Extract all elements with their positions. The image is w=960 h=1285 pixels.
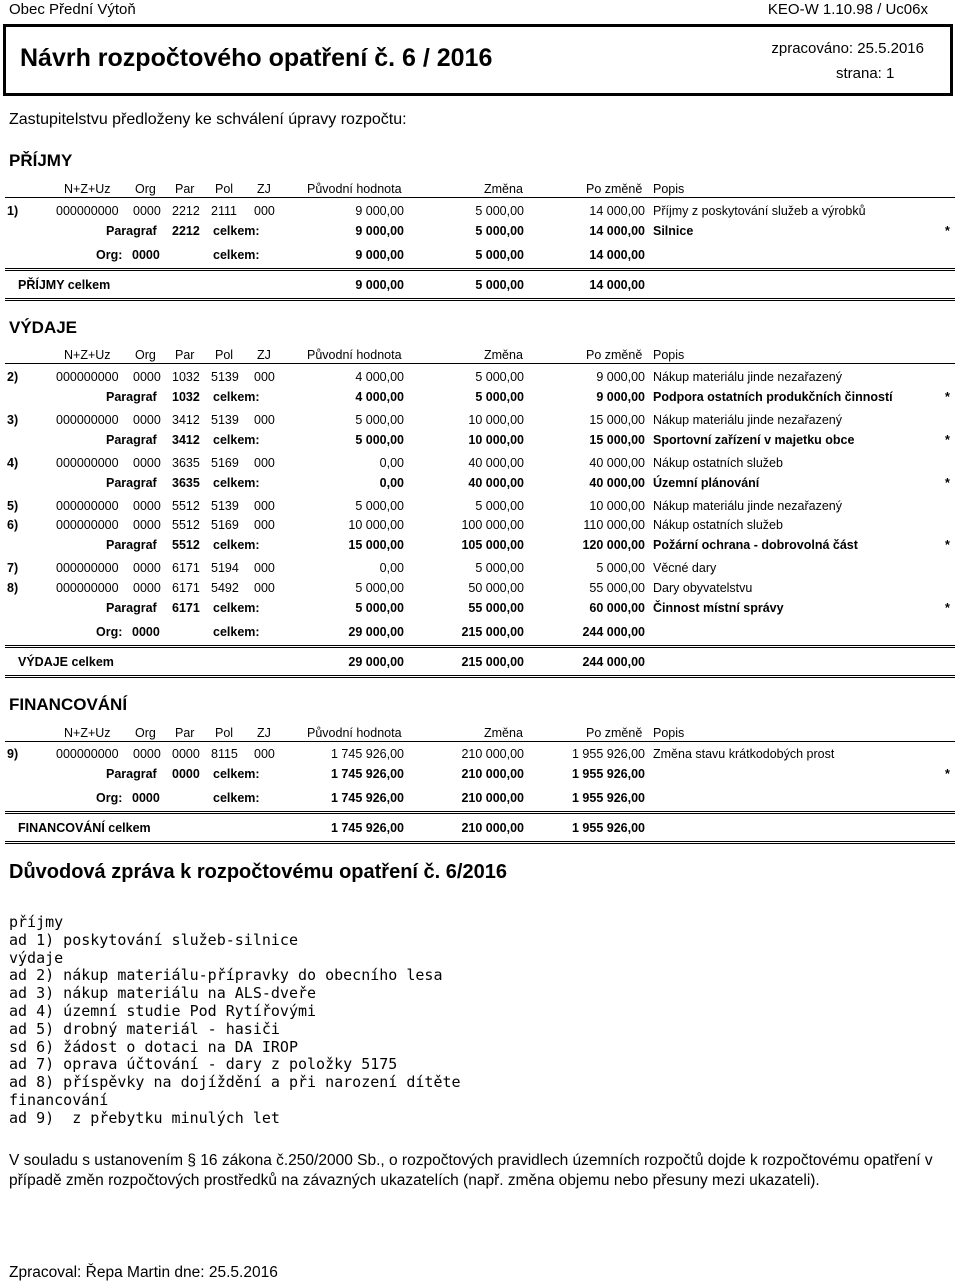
paragraph-after: 15 000,00 xyxy=(589,433,645,447)
org-label: Org: xyxy=(96,625,123,639)
section-rule xyxy=(5,811,955,814)
row-after: 15 000,00 xyxy=(589,413,645,427)
row-zj: 000 xyxy=(254,499,275,513)
report-line: ad 3) nákup materiálu na ALS-dveře xyxy=(9,984,317,1003)
row-org: 0000 xyxy=(133,561,161,575)
row-number: 1) xyxy=(7,204,19,218)
col-header-nzu: N+Z+Uz xyxy=(64,348,111,362)
row-zj: 000 xyxy=(254,456,275,470)
paragraph-original: 9 000,00 xyxy=(355,224,404,238)
income-total-label: PŘÍJMY celkem xyxy=(18,278,111,292)
row-description: Nákup materiálu jinde nezařazený xyxy=(653,370,842,384)
prepared-by: Zpracoval: Řepa Martin dne: 25.5.2016 xyxy=(9,1264,278,1281)
row-org: 0000 xyxy=(133,413,161,427)
paragraph-total-label: celkem: xyxy=(213,601,260,615)
org-total-label: celkem: xyxy=(213,248,260,262)
row-org: 0000 xyxy=(133,456,161,470)
paragraph-original: 1 745 926,00 xyxy=(331,767,404,781)
col-header-change: Změna xyxy=(484,348,523,362)
row-pol: 5169 xyxy=(211,518,239,532)
expenses-total-label: VÝDAJE celkem xyxy=(18,655,114,669)
row-number: 3) xyxy=(7,413,19,427)
paragraph-star: * xyxy=(945,224,950,238)
col-header-par: Par xyxy=(175,726,195,740)
paragraph-total-label: celkem: xyxy=(213,224,260,238)
row-number: 8) xyxy=(7,581,19,595)
paragraph-label: Paragraf xyxy=(106,224,157,238)
paragraph-label: Paragraf xyxy=(106,476,157,490)
paragraph-star: * xyxy=(945,767,950,781)
report-line: ad 4) územní studie Pod Rytířovými xyxy=(9,1001,317,1020)
financing-total-label: FINANCOVÁNÍ celkem xyxy=(18,821,151,835)
paragraph-star: * xyxy=(945,476,950,490)
col-header-after: Po změně xyxy=(586,348,643,362)
org-change: 210 000,00 xyxy=(461,791,524,805)
col-header-par: Par xyxy=(175,348,195,362)
row-nzu: 000000000 xyxy=(56,204,119,218)
processed-date-line xyxy=(771,40,924,57)
intro-text: Zastupitelstvu předloženy ke schválení úpravy rozpočtu: xyxy=(9,111,407,128)
municipality-name: Obec Přední Výtoň xyxy=(9,1,136,18)
section-title-financing: FINANCOVÁNÍ xyxy=(9,695,128,714)
row-zj: 000 xyxy=(254,518,275,532)
paragraph-total-label: celkem: xyxy=(213,390,260,404)
row-pol: 5194 xyxy=(211,561,239,575)
paragraph-star: * xyxy=(945,390,950,404)
row-number: 2) xyxy=(7,370,19,384)
paragraph-description: Podpora ostatních produkčních činností xyxy=(653,390,893,404)
paragraph-original: 4 000,00 xyxy=(355,390,404,404)
paragraph-original: 0,00 xyxy=(379,476,404,490)
header-rule xyxy=(5,363,955,364)
paragraph-code: 5512 xyxy=(172,538,200,552)
section-title-expenses: VÝDAJE xyxy=(9,318,78,337)
report-line: financování xyxy=(9,1090,109,1109)
row-change: 100 000,00 xyxy=(461,518,524,532)
page-number-line xyxy=(836,65,924,82)
report-line: ad 7) oprava účtování - dary z položky 5175 xyxy=(9,1055,398,1074)
row-description: Nákup materiálu jinde nezařazený xyxy=(653,413,842,427)
header-rule xyxy=(5,741,955,742)
org-original: 9 000,00 xyxy=(355,248,404,262)
row-pol: 5139 xyxy=(211,413,239,427)
paragraph-label: Paragraf xyxy=(106,433,157,447)
expenses-total-after: 244 000,00 xyxy=(582,655,645,669)
paragraph-after: 14 000,00 xyxy=(589,224,645,238)
row-original: 5 000,00 xyxy=(355,499,404,513)
row-par: 2212 xyxy=(172,204,200,218)
col-header-description: Popis xyxy=(653,726,685,740)
row-change: 5 000,00 xyxy=(475,204,524,218)
row-description: Nákup materiálu jinde nezařazený xyxy=(653,499,842,513)
row-nzu: 000000000 xyxy=(56,561,119,575)
paragraph-label: Paragraf xyxy=(106,767,157,781)
financing-total-after: 1 955 926,00 xyxy=(572,821,645,835)
org-original: 29 000,00 xyxy=(348,625,404,639)
paragraph-change: 210 000,00 xyxy=(461,767,524,781)
paragraph-after: 1 955 926,00 xyxy=(572,767,645,781)
row-change: 5 000,00 xyxy=(475,561,524,575)
org-label: Org: xyxy=(96,791,123,805)
paragraph-code: 0000 xyxy=(172,767,200,781)
paragraph-change: 40 000,00 xyxy=(468,476,524,490)
processed-label: zpracováno: xyxy=(771,40,854,57)
legal-text: V souladu s ustanovením § 16 zákona č.250/2000 Sb., o rozpočtových pravidlech územních rozpočtů dojde k rozpočtovému opatření v případě změn rozpočtových prostředků na závazných ukazatelích (např. změna objemu nebo přesuny mezi ukazateli). xyxy=(9,1152,933,1189)
row-after: 40 000,00 xyxy=(589,456,645,470)
report-title: Důvodová zpráva k rozpočtovému opatření č. 6/2016 xyxy=(9,861,507,883)
row-original: 9 000,00 xyxy=(355,204,404,218)
paragraph-label: Paragraf xyxy=(106,601,157,615)
row-original: 4 000,00 xyxy=(355,370,404,384)
financing-total-change: 210 000,00 xyxy=(461,821,524,835)
row-number: 9) xyxy=(7,747,19,761)
report-line: ad 9) z přebytku minulých let xyxy=(9,1108,280,1127)
row-after: 5 000,00 xyxy=(596,561,645,575)
row-number: 6) xyxy=(7,518,19,532)
paragraph-change: 10 000,00 xyxy=(468,433,524,447)
row-org: 0000 xyxy=(133,370,161,384)
report-line: výdaje xyxy=(9,948,64,967)
col-header-zj: ZJ xyxy=(257,348,271,362)
org-after: 14 000,00 xyxy=(589,248,645,262)
paragraph-star: * xyxy=(945,601,950,615)
row-pol: 2111 xyxy=(211,204,237,218)
row-par: 3412 xyxy=(172,413,200,427)
paragraph-change: 105 000,00 xyxy=(461,538,524,552)
row-zj: 000 xyxy=(254,204,275,218)
paragraph-label: Paragraf xyxy=(106,538,157,552)
paragraph-code: 3412 xyxy=(172,433,200,447)
paragraph-after: 60 000,00 xyxy=(589,601,645,615)
row-par: 3635 xyxy=(172,456,200,470)
row-original: 0,00 xyxy=(379,456,404,470)
paragraph-total-label: celkem: xyxy=(213,476,260,490)
org-code: 0000 xyxy=(132,791,160,805)
col-header-after: Po změně xyxy=(586,726,643,740)
col-header-zj: ZJ xyxy=(257,726,271,740)
row-zj: 000 xyxy=(254,581,275,595)
col-header-original: Původní hodnota xyxy=(307,182,402,196)
row-number: 5) xyxy=(7,499,19,513)
income-total-after: 14 000,00 xyxy=(589,278,645,292)
col-header-nzu: N+Z+Uz xyxy=(64,726,111,740)
row-zj: 000 xyxy=(254,370,275,384)
org-original: 1 745 926,00 xyxy=(331,791,404,805)
col-header-pol: Pol xyxy=(215,348,234,362)
page-label: strana: xyxy=(835,65,882,82)
row-original: 0,00 xyxy=(379,561,404,575)
section-rule xyxy=(5,298,955,301)
col-header-after: Po změně xyxy=(586,182,643,196)
row-pol: 5492 xyxy=(211,581,239,595)
org-total-label: celkem: xyxy=(213,625,260,639)
section-rule xyxy=(5,675,955,678)
col-header-description: Popis xyxy=(653,348,685,362)
report-lines xyxy=(9,914,461,1128)
section-rule xyxy=(5,645,955,648)
row-org: 0000 xyxy=(133,499,161,513)
paragraph-code: 3635 xyxy=(172,476,200,490)
row-par: 1032 xyxy=(172,370,200,384)
processed-date: 25.5.2016 xyxy=(857,40,924,57)
row-nzu: 000000000 xyxy=(56,499,119,513)
col-header-org: Org xyxy=(135,726,156,740)
col-header-change: Změna xyxy=(484,726,523,740)
row-description: Příjmy z poskytování služeb a výrobků xyxy=(653,204,866,218)
paragraph-total-label: celkem: xyxy=(213,767,260,781)
row-original: 5 000,00 xyxy=(355,581,404,595)
row-org: 0000 xyxy=(133,518,161,532)
section-rule xyxy=(5,268,955,271)
org-code: 0000 xyxy=(132,625,160,639)
row-nzu: 000000000 xyxy=(56,747,119,761)
row-org: 0000 xyxy=(133,747,161,761)
paragraph-total-label: celkem: xyxy=(213,538,260,552)
header-rule xyxy=(5,197,955,198)
page-number: 1 xyxy=(886,65,895,82)
paragraph-original: 5 000,00 xyxy=(355,433,404,447)
col-header-org: Org xyxy=(135,348,156,362)
expenses-total-original: 29 000,00 xyxy=(348,655,404,669)
row-change: 50 000,00 xyxy=(468,581,524,595)
row-nzu: 000000000 xyxy=(56,456,119,470)
row-change: 10 000,00 xyxy=(468,413,524,427)
row-zj: 000 xyxy=(254,413,275,427)
org-change: 215 000,00 xyxy=(461,625,524,639)
report-line: ad 5) drobný materiál - hasiči xyxy=(9,1019,280,1038)
row-after: 110 000,00 xyxy=(583,518,645,532)
col-header-zj: ZJ xyxy=(257,182,271,196)
page-title: Návrh rozpočtového opatření č. 6 / 2016 xyxy=(20,44,493,72)
row-zj: 000 xyxy=(254,561,275,575)
paragraph-change: 5 000,00 xyxy=(475,390,524,404)
col-header-org: Org xyxy=(135,182,156,196)
row-pol: 8115 xyxy=(211,747,238,761)
org-change: 5 000,00 xyxy=(475,248,524,262)
report-line: ad 1) poskytování služeb-silnice xyxy=(9,930,298,949)
row-nzu: 000000000 xyxy=(56,581,119,595)
row-description: Nákup ostatních služeb xyxy=(653,456,783,470)
row-after: 55 000,00 xyxy=(589,581,645,595)
report-line: sd 6) žádost o dotaci na DA IROP xyxy=(9,1037,298,1056)
income-total-original: 9 000,00 xyxy=(355,278,404,292)
row-par: 0000 xyxy=(172,747,200,761)
report-line: ad 2) nákup materiálu-přípravky do obecního lesa xyxy=(9,966,443,985)
col-header-pol: Pol xyxy=(215,726,234,740)
row-number: 7) xyxy=(7,561,19,575)
row-after: 14 000,00 xyxy=(589,204,645,218)
paragraph-code: 1032 xyxy=(172,390,200,404)
paragraph-after: 120 000,00 xyxy=(582,538,645,552)
paragraph-change: 55 000,00 xyxy=(468,601,524,615)
row-par: 6171 xyxy=(172,561,200,575)
row-zj: 000 xyxy=(254,747,275,761)
paragraph-description: Sportovní zařízení v majetku obce xyxy=(653,433,855,447)
row-original: 1 745 926,00 xyxy=(331,747,404,761)
org-after: 1 955 926,00 xyxy=(572,791,645,805)
paragraph-code: 2212 xyxy=(172,224,200,238)
col-header-pol: Pol xyxy=(215,182,234,196)
row-nzu: 000000000 xyxy=(56,413,119,427)
expenses-total-change: 215 000,00 xyxy=(461,655,524,669)
col-header-original: Původní hodnota xyxy=(307,726,402,740)
org-label: Org: xyxy=(96,248,123,262)
row-change: 40 000,00 xyxy=(468,456,524,470)
row-original: 10 000,00 xyxy=(348,518,404,532)
col-header-par: Par xyxy=(175,182,195,196)
paragraph-original: 5 000,00 xyxy=(355,601,404,615)
paragraph-description: Činnost místní správy xyxy=(653,601,784,615)
row-par: 5512 xyxy=(172,499,200,513)
row-pol: 5139 xyxy=(211,499,239,513)
paragraph-code: 6171 xyxy=(172,601,200,615)
row-description: Věcné dary xyxy=(653,561,717,575)
paragraph-star: * xyxy=(945,433,950,447)
row-pol: 5139 xyxy=(211,370,239,384)
org-code: 0000 xyxy=(132,248,160,262)
row-change: 210 000,00 xyxy=(461,747,524,761)
paragraph-total-label: celkem: xyxy=(213,433,260,447)
row-description: Změna stavu krátkodobých prost xyxy=(653,747,835,761)
report-line: příjmy xyxy=(9,913,64,931)
col-header-nzu: N+Z+Uz xyxy=(64,182,111,196)
paragraph-description: Požární ochrana - dobrovolná část xyxy=(653,538,858,552)
col-header-description: Popis xyxy=(653,182,685,196)
program-version: KEO-W 1.10.98 / Uc06x xyxy=(767,1,928,18)
org-after: 244 000,00 xyxy=(582,625,645,639)
paragraph-change: 5 000,00 xyxy=(475,224,524,238)
col-header-original: Původní hodnota xyxy=(307,348,402,362)
paragraph-label: Paragraf xyxy=(106,390,157,404)
col-header-change: Změna xyxy=(484,182,523,196)
paragraph-star: * xyxy=(945,538,950,552)
row-description: Dary obyvatelstvu xyxy=(653,581,753,595)
row-pol: 5169 xyxy=(211,456,239,470)
row-change: 5 000,00 xyxy=(475,370,524,384)
section-rule xyxy=(5,841,955,844)
income-total-change: 5 000,00 xyxy=(475,278,524,292)
row-nzu: 000000000 xyxy=(56,370,119,384)
row-after: 10 000,00 xyxy=(589,499,645,513)
row-par: 6171 xyxy=(172,581,200,595)
row-org: 0000 xyxy=(133,581,161,595)
row-number: 4) xyxy=(7,456,19,470)
paragraph-after: 9 000,00 xyxy=(596,390,645,404)
paragraph-original: 15 000,00 xyxy=(348,538,404,552)
row-after: 9 000,00 xyxy=(596,370,645,384)
row-par: 5512 xyxy=(172,518,200,532)
section-title-income: PŘÍJMY xyxy=(9,151,73,170)
row-after: 1 955 926,00 xyxy=(572,747,645,761)
org-total-label: celkem: xyxy=(213,791,260,805)
row-original: 5 000,00 xyxy=(355,413,404,427)
financing-total-original: 1 745 926,00 xyxy=(331,821,404,835)
row-change: 5 000,00 xyxy=(475,499,524,513)
row-description: Nákup ostatních služeb xyxy=(653,518,783,532)
paragraph-description: Územní plánování xyxy=(653,476,760,490)
row-org: 0000 xyxy=(133,204,161,218)
paragraph-after: 40 000,00 xyxy=(589,476,645,490)
row-nzu: 000000000 xyxy=(56,518,119,532)
paragraph-description: Silnice xyxy=(653,224,694,238)
report-line: ad 8) příspěvky na dojíždění a při narození dítěte xyxy=(9,1073,461,1092)
